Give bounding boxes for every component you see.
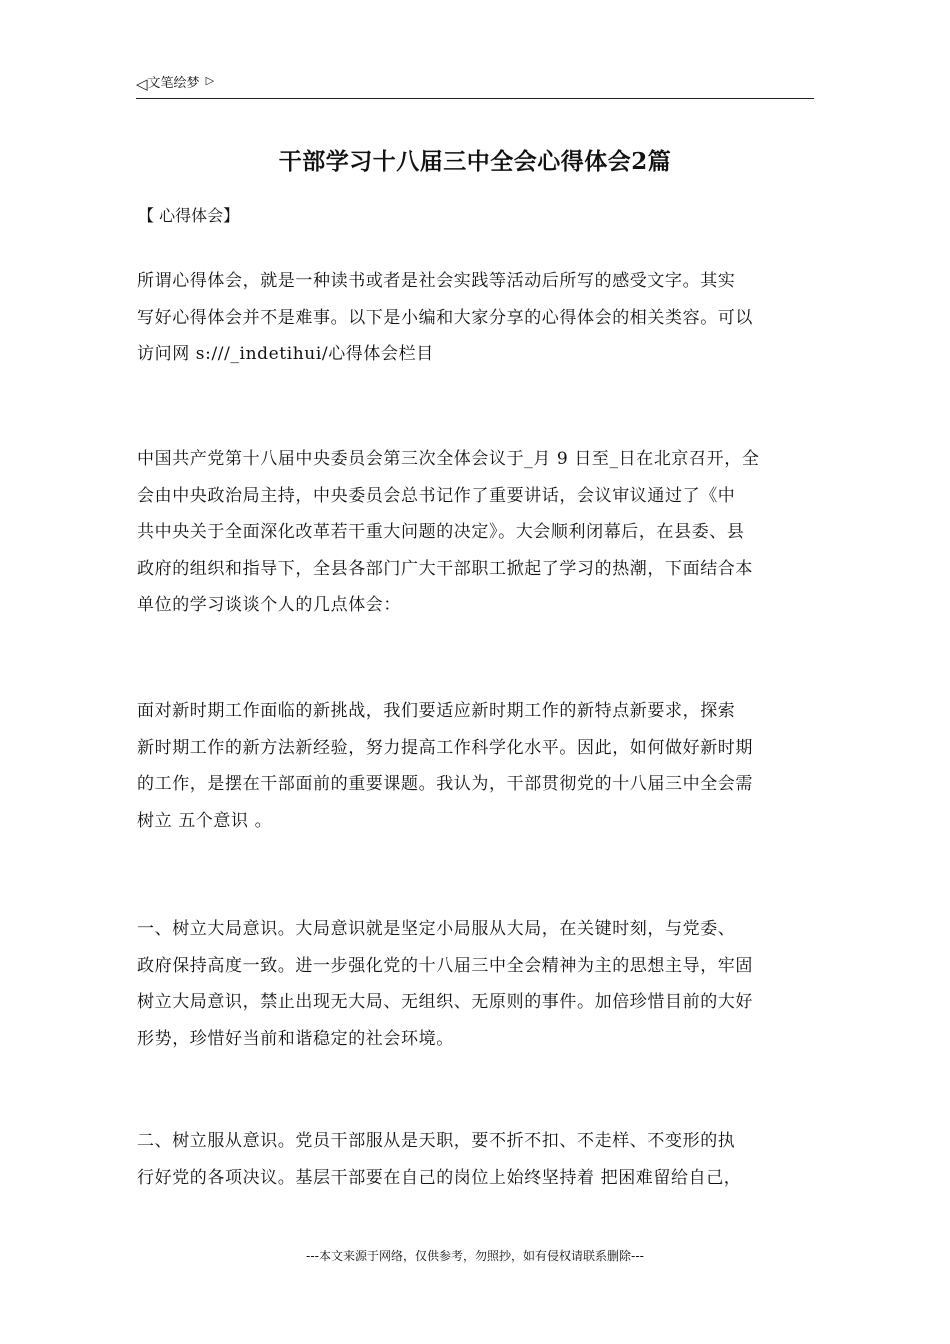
text-line: 写好心得体会并不是难事。以下是小编和大家分享的心得体会的相关类容。可以: [137, 307, 753, 328]
paragraph-background: [137, 441, 817, 624]
text-line: 行好党的各项决议。基层干部要在自己的岗位上始终坚持着 把困难留给自己，: [137, 1167, 742, 1188]
text-line: 二、树立服从意识。党员干部服从是天职，要不折不扣、不走样、不变形的执: [137, 1131, 736, 1151]
paragraph-point-two: [137, 1123, 817, 1196]
page-footer: ---本文来源于网络，仅供参考，勿照抄，如有侵权请联系删除---: [306, 1249, 644, 1263]
category-tag: 【 心得体会】: [138, 206, 240, 225]
text-line: 政府保持高度一致。进一步强化党的十八届三中全会精神为主的思想主导，牢固: [137, 955, 753, 976]
text-line: 面对新时期工作面临的新挑战，我们要适应新时期工作的新特点新要求，探索: [137, 701, 736, 721]
text-line: 政府的组织和指导下，全县各部门广大干部职工掀起了学习的热潮，下面结合本: [137, 558, 753, 579]
document-title: 干部学习十八届三中全会心得体会2篇: [278, 148, 672, 175]
right-triangle-icon: ▷: [205, 74, 215, 87]
text-line: 中国共产党第十八届中央委员会第三次全体会议于_月 9 日至_日在北京召开，全: [137, 449, 760, 469]
text-line: 树立大局意识，禁止出现无大局、无组织、无原则的事件。加倍珍惜目前的大好: [137, 992, 753, 1012]
page-header: [136, 74, 814, 99]
text-line: 形势，珍惜好当前和谐稳定的社会环境。: [137, 1028, 454, 1049]
text-line: 的工作，是摆在干部面前的重要课题。我认为，干部贯彻党的十八届三中全会需: [137, 774, 753, 794]
text-line: 新时期工作的新方法新经验，努力提高工作科学化水平。因此，如何做好新时期: [137, 737, 753, 758]
left-triangle-icon: ◁: [136, 75, 148, 93]
paragraph-challenges: [137, 693, 817, 839]
header-label: 文笔绘梦: [147, 76, 200, 91]
paragraph-intro: [137, 263, 817, 373]
text-line: 会由中央政治局主持，中央委员会总书记作了重要讲话，会议审议通过了《中: [137, 485, 736, 506]
text-line: 树立 五个意识 。: [137, 810, 273, 831]
paragraph-point-one: [137, 911, 817, 1057]
text-line: 单位的学习谈谈个人的几点体会：: [137, 595, 401, 615]
text-line: 一、树立大局意识。大局意识就是坚定小局服从大局，在关键时刻，与党委、: [137, 919, 736, 939]
text-line: 访问网 s:///_indetihui/心得体会栏目: [137, 344, 434, 364]
text-line: 共中央关于全面深化改革若干重大问题的决定》。大会顺利闭幕后，在县委、县: [137, 522, 745, 542]
text-line: 所谓心得体会，就是一种读书或者是社会实践等活动后所写的感受文字。其实: [137, 271, 736, 291]
